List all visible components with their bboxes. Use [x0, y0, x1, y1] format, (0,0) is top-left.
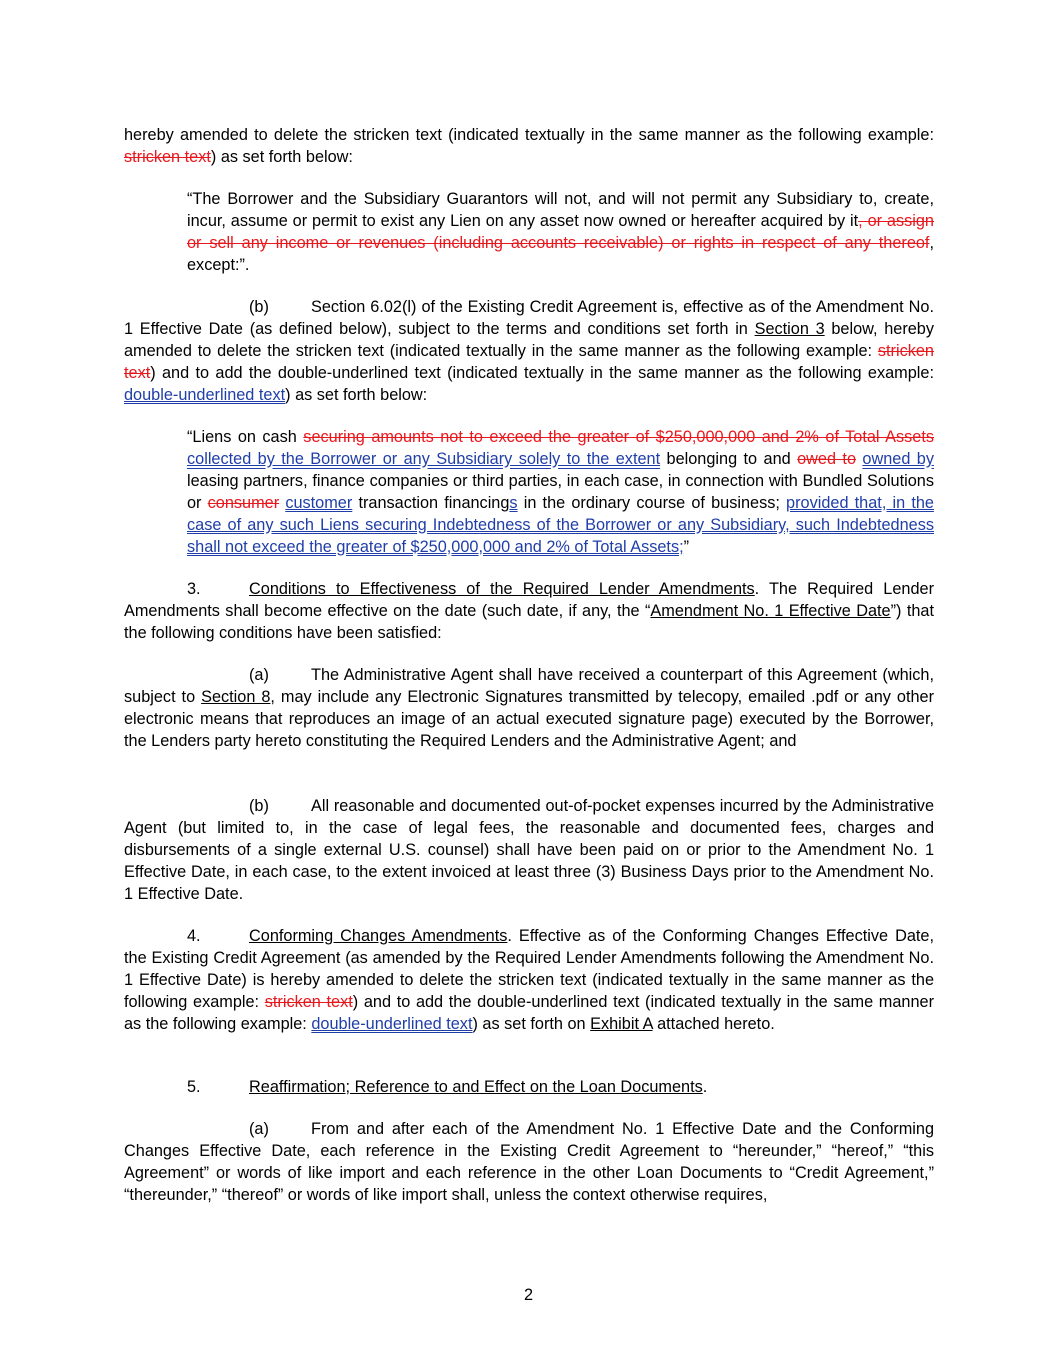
page-number: 2	[523, 1286, 534, 1304]
subsection-label: (a)	[249, 1120, 269, 1138]
exhibit-reference: Exhibit A	[590, 1014, 653, 1033]
subsection-b-paragraph	[124, 297, 934, 407]
inserted-text: double-underlined text	[124, 385, 286, 404]
text-run: Section 6.02(l) of the Existing Credit Agreement is, effective as of the Amendment No. 1 Effective Date (as defined below), subject to the terms and conditions set forth in	[124, 298, 934, 338]
section-3-paragraph	[124, 579, 934, 645]
text-run: . The Required Lender Amendments shall become effective on the date (such date, if any, the “	[124, 580, 934, 620]
section-5a-paragraph	[124, 1119, 934, 1207]
section-reference: Section 8	[201, 687, 271, 706]
stricken-text: , or assign or sell any income or revenues (including accounts receivable) or rights in respect of any thereof	[187, 211, 934, 252]
text-run: “Liens on cash	[187, 428, 304, 446]
text-run: belonging to and	[660, 449, 798, 468]
inserted-text: collected by the Borrower or any Subsidiary solely to the extent	[187, 449, 661, 468]
defined-term: Amendment No. 1 Effective Date	[650, 601, 891, 620]
intro-paragraph	[124, 125, 934, 169]
stricken-text: stricken text	[124, 147, 211, 166]
inserted-text: double-underlined text	[311, 1014, 473, 1033]
section-number: 5.	[187, 1078, 201, 1096]
section-number: 4.	[187, 927, 201, 945]
text-run: , except:”.	[187, 233, 934, 274]
section-4-paragraph	[124, 926, 934, 1036]
inserted-text: s	[509, 493, 518, 512]
text-run: ) as set forth on	[472, 1014, 591, 1033]
text-run: leasing partners, finance companies or third parties, in each case, in connection with Bundled Solutions or	[187, 471, 934, 512]
inserted-text: customer	[285, 493, 353, 512]
text-run: , may include any Electronic Signatures transmitted by telecopy, emailed .pdf or any other electronic means that reproduces an image of an actual executed signature page) executed by the Borrower, the Lenders party hereto constituting the Required Lenders and the Administrative Agent; and	[124, 687, 935, 750]
section-3b-paragraph	[124, 796, 934, 906]
inserted-text: provided that, in the case of any such Liens securing Indebtedness of the Borrower or any Subsidiary, such Indebtedness shall not exceed the greater of $250,000,000 and 2% of Total Assets;	[187, 493, 934, 556]
stricken-text: securing amounts not to exceed the greater of $250,000,000 and 2% of Total Assets	[303, 428, 934, 446]
text-run: below, hereby amended to delete the stricken text (indicated textually in the same manner as the following example:	[124, 319, 934, 360]
section-5-heading	[124, 1077, 934, 1099]
inserted-text: owned by	[862, 449, 934, 468]
text-run: ”) that the following conditions have been satisfied:	[124, 601, 934, 642]
stricken-text: stricken text	[264, 992, 353, 1011]
text-run: From and after each of the Amendment No. 1 Effective Date and the Conforming Changes Effective Date, each reference in the Existing Credit Agreement to “hereunder,” “hereof,” “this Agreement” or words of like import and each reference in the other Loan Documents to “Credit Agreement,” “thereunder,” “thereof” or words of like import shall, unless the context otherwise requires,	[124, 1120, 934, 1204]
section-number: 3.	[187, 580, 201, 598]
text-run: “The Borrower and the Subsidiary Guarantors will not, and will not permit any Subsidiary to, create, incur, assume or permit to exist any Lien on any asset now owned or hereafter acquired by it	[187, 190, 934, 230]
text-run: hereby amended to delete the stricken text (indicated textually in the same manner as the following example:	[124, 126, 934, 144]
section-heading: Conforming Changes Amendments	[249, 927, 508, 945]
section-reference: Section 3	[754, 319, 825, 338]
section-3a-paragraph	[124, 665, 934, 753]
text-run: ) as set forth below:	[210, 147, 353, 166]
subsection-label: (a)	[249, 666, 269, 684]
text-run: attached hereto.	[652, 1014, 775, 1033]
text-run: ”	[683, 537, 690, 556]
section-heading: Reaffirmation; Reference to and Effect on the Loan Documents	[249, 1078, 703, 1096]
stricken-text: stricken text	[124, 341, 934, 382]
stricken-text: owed to	[797, 449, 856, 468]
text-run: The Administrative Agent shall have received a counterpart of this Agreement (which, subject to	[124, 666, 934, 706]
section-heading: Conditions to Effectiveness of the Required Lender Amendments	[249, 580, 755, 598]
text-run: transaction financing	[352, 493, 510, 512]
text-run: ) and to add the double-underlined text (indicated textually in the same manner as the following example:	[150, 363, 934, 382]
subsection-label: (b)	[249, 797, 269, 815]
quoted-covenant	[187, 189, 934, 277]
text-run: ) and to add the double-underlined text (indicated textually in the same manner as the following example:	[124, 992, 935, 1033]
text-run: in the ordinary course of business;	[517, 493, 787, 512]
text-run: . Effective as of the Conforming Changes Effective Date, the Existing Credit Agreement (as amended by the Required Lender Amendments following the Amendment No. 1 Effective Date) is hereby amended to delete the stricken text (indicated textually in the same manner as the following example:	[124, 927, 934, 1011]
quoted-liens-clause	[187, 427, 934, 558]
text-run: .	[702, 1078, 708, 1096]
stricken-text: consumer	[207, 493, 280, 512]
text-run: All reasonable and documented out-of-pocket expenses incurred by the Administrative Agent (but limited to, in the case of legal fees, the reasonable and documented fees, charges and disbursements of a single external U.S. counsel) shall have been paid on or prior to the Amendment No. 1 Effective Date, in each case, to the extent invoiced at least three (3) Business Days prior to the Amendment No. 1 Effective Date.	[124, 797, 934, 903]
subsection-label: (b)	[249, 298, 269, 316]
text-run: ) as set forth below:	[285, 385, 428, 404]
